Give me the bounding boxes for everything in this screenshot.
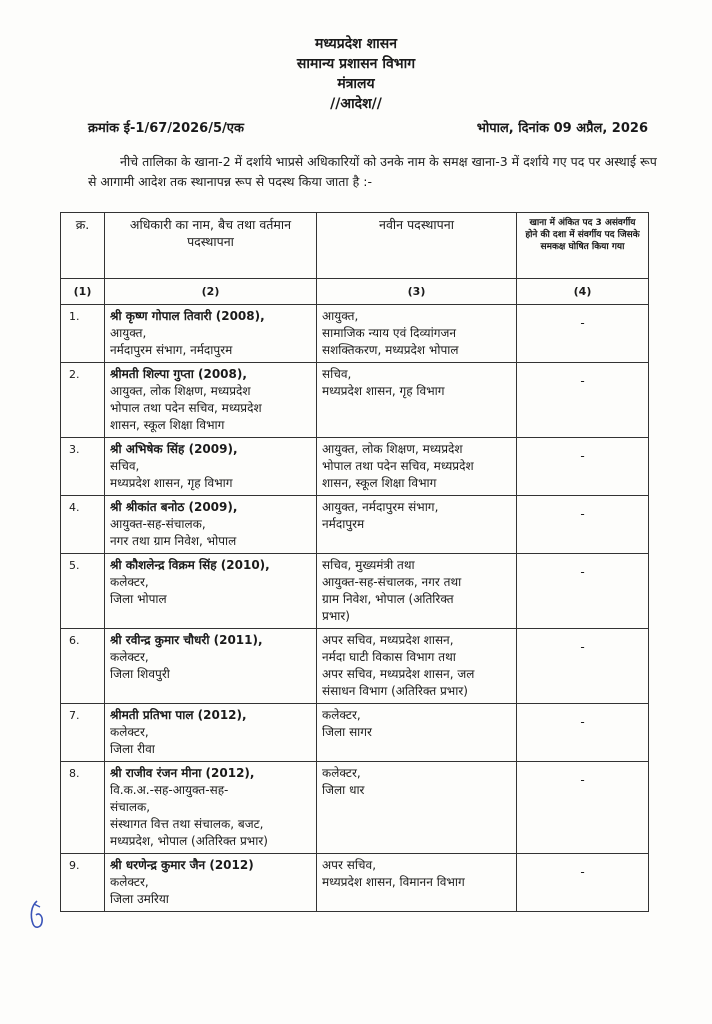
header-officer: अधिकारी का नाम, बैच तथा वर्तमान पदस्थापना xyxy=(105,213,317,279)
col-number: (1) xyxy=(61,279,105,305)
new-posting-cell xyxy=(317,363,517,438)
serial-number: 3. xyxy=(61,438,105,496)
serial-number: 7. xyxy=(61,704,105,762)
current-posting-line: कलेक्टर, xyxy=(110,725,149,739)
current-posting-line: जिला शिवपुरी xyxy=(110,667,170,681)
header-equivalent-post: खाना में अंकित पद 3 असंवर्गीय होने की दशा में संवर्गीय पद जिसके समकक्ष घोषित किया गया xyxy=(517,213,649,279)
serial-number: 1. xyxy=(61,305,105,363)
new-posting-cell xyxy=(317,554,517,629)
current-posting-line: आयुक्त, xyxy=(110,326,147,340)
current-posting-line: शासन, स्कूल शिक्षा विभाग xyxy=(110,418,225,432)
equivalent-post-cell: - xyxy=(517,363,649,438)
new-posting-line: मध्यप्रदेश शासन, विमानन विभाग xyxy=(322,875,465,889)
new-posting-line: कलेक्टर, xyxy=(322,708,361,722)
officer-cell xyxy=(105,363,317,438)
table-header-row xyxy=(61,213,649,279)
col-number: (4) xyxy=(517,279,649,305)
officer-cell xyxy=(105,762,317,854)
new-posting-line: संसाधन विभाग (अतिरिक्त प्रभार) xyxy=(322,684,468,698)
new-posting-cell xyxy=(317,305,517,363)
table-row xyxy=(61,554,649,629)
column-number-row xyxy=(61,279,649,305)
place-date: भोपाल, दिनांक 09 अप्रैल, 2026 xyxy=(476,121,648,136)
new-posting-cell xyxy=(317,629,517,704)
officer-name: श्री अभिषेक सिंह (2009), xyxy=(110,442,238,456)
new-posting-line: आयुक्त, xyxy=(322,309,359,323)
new-posting-cell xyxy=(317,704,517,762)
current-posting-line: नर्मदापुरम संभाग, नर्मदापुरम xyxy=(110,343,233,357)
new-posting-line: नर्मदापुरम xyxy=(322,517,365,531)
equivalent-post-cell: - xyxy=(517,629,649,704)
new-posting-line: कलेक्टर, xyxy=(322,766,361,780)
current-posting-line: कलेक्टर, xyxy=(110,575,149,589)
officer-cell xyxy=(105,438,317,496)
order-number: क्रमांक ई-1/67/2026/5/एक xyxy=(88,121,244,136)
current-posting-line: कलेक्टर, xyxy=(110,650,149,664)
table-row xyxy=(61,305,649,363)
new-posting-line: शासन, स्कूल शिक्षा विभाग xyxy=(322,476,437,490)
intro-paragraph: नीचे तालिका के खाना-2 में दर्शाये भाप्रसे अधिकारियों को उनके नाम के समक्ष खाना-3 में दर्शाये गए पद पर अस्थाई रूप से आगामी आदेश तक स्थानापन्न रूप से पदस्थ किया जाता है :- xyxy=(88,154,657,189)
officer-name: श्री कृष्ण गोपाल तिवारी (2008), xyxy=(110,309,265,323)
new-posting-cell xyxy=(317,438,517,496)
current-posting-line: मध्यप्रदेश, भोपाल (अतिरिक्त प्रभार) xyxy=(110,834,268,848)
serial-number: 2. xyxy=(61,363,105,438)
table-row xyxy=(61,762,649,854)
serial-number: 8. xyxy=(61,762,105,854)
new-posting-line: अपर सचिव, मध्यप्रदेश शासन, xyxy=(322,633,454,647)
table-row xyxy=(61,363,649,438)
col-number: (2) xyxy=(105,279,317,305)
new-posting-line: जिला सागर xyxy=(322,725,372,739)
new-posting-line: अपर सचिव, xyxy=(322,858,377,872)
header-line-department: सामान्य प्रशासन विभाग xyxy=(296,56,416,72)
current-posting-line: आयुक्त-सह-संचालक, xyxy=(110,517,206,531)
officer-name: श्री कौशलेन्द्र विक्रम सिंह (2010), xyxy=(110,558,270,572)
document-header xyxy=(0,34,712,114)
new-posting-cell xyxy=(317,854,517,912)
table-row xyxy=(61,704,649,762)
officer-name: श्रीमती प्रतिभा पाल (2012), xyxy=(110,708,247,722)
current-posting-line: आयुक्त, लोक शिक्षण, मध्यप्रदेश xyxy=(110,384,251,398)
equivalent-post-cell: - xyxy=(517,438,649,496)
current-posting-line: मध्यप्रदेश शासन, गृह विभाग xyxy=(110,476,233,490)
equivalent-post-cell: - xyxy=(517,305,649,363)
header-line-ministry: मंत्रालय xyxy=(337,76,375,92)
current-posting-line: वि.क.अ.-सह-आयुक्त-सह- xyxy=(110,783,229,797)
table-row xyxy=(61,496,649,554)
serial-number: 9. xyxy=(61,854,105,912)
new-posting-line: सचिव, xyxy=(322,367,352,381)
current-posting-line: जिला भोपाल xyxy=(110,592,167,606)
current-posting-line: संचालक, xyxy=(110,800,151,814)
new-posting-line: ग्राम निवेश, भोपाल (अतिरिक्त xyxy=(322,592,454,606)
postings-table xyxy=(60,212,649,912)
col-number: (3) xyxy=(317,279,517,305)
header-line-govt: मध्यप्रदेश शासन xyxy=(315,36,397,52)
officer-name: श्री धरणेन्द्र कुमार जैन (2012) xyxy=(110,858,254,872)
officer-cell xyxy=(105,704,317,762)
officer-name: श्रीमती शिल्पा गुप्ता (2008), xyxy=(110,367,247,381)
current-posting-line: कलेक्टर, xyxy=(110,875,149,889)
new-posting-line: जिला धार xyxy=(322,783,365,797)
current-posting-line: जिला रीवा xyxy=(110,742,155,756)
table-row xyxy=(61,629,649,704)
new-posting-line: अपर सचिव, मध्यप्रदेश शासन, जल xyxy=(322,667,475,681)
new-posting-line: नर्मदा घाटी विकास विभाग तथा xyxy=(322,650,456,664)
new-posting-line: सचिव, मुख्यमंत्री तथा xyxy=(322,558,415,572)
officer-name: श्री रवीन्द्र कुमार चौधरी (2011), xyxy=(110,633,263,647)
officer-name: श्री राजीव रंजन मीना (2012), xyxy=(110,766,255,780)
serial-number: 6. xyxy=(61,629,105,704)
current-posting-line: नगर तथा ग्राम निवेश, भोपाल xyxy=(110,534,237,548)
new-posting-line: प्रभार) xyxy=(322,609,350,623)
table-row xyxy=(61,438,649,496)
new-posting-line: आयुक्त, नर्मदापुरम संभाग, xyxy=(322,500,439,514)
new-posting-line: सामाजिक न्याय एवं दिव्यांगजन xyxy=(322,326,457,340)
handwritten-mark-icon xyxy=(27,898,47,932)
officer-cell xyxy=(105,305,317,363)
equivalent-post-cell: - xyxy=(517,704,649,762)
current-posting-line: जिला उमरिया xyxy=(110,892,169,906)
header-line-order: //आदेश// xyxy=(330,96,382,112)
header-serial: क्र. xyxy=(61,213,105,279)
new-posting-cell xyxy=(317,762,517,854)
new-posting-line: भोपाल तथा पदेन सचिव, मध्यप्रदेश xyxy=(322,459,474,473)
equivalent-post-cell: - xyxy=(517,854,649,912)
officer-cell xyxy=(105,854,317,912)
new-posting-line: आयुक्त, लोक शिक्षण, मध्यप्रदेश xyxy=(322,442,463,456)
officer-cell xyxy=(105,554,317,629)
serial-number: 5. xyxy=(61,554,105,629)
new-posting-line: सशक्तिकरण, मध्यप्रदेश भोपाल xyxy=(322,343,459,357)
new-posting-line: आयुक्त-सह-संचालक, नगर तथा xyxy=(322,575,462,589)
equivalent-post-cell: - xyxy=(517,496,649,554)
current-posting-line: सचिव, xyxy=(110,459,140,473)
officer-cell xyxy=(105,496,317,554)
header-new-posting: नवीन पदस्थापना xyxy=(317,213,517,279)
officer-cell xyxy=(105,629,317,704)
table-row xyxy=(61,854,649,912)
equivalent-post-cell: - xyxy=(517,762,649,854)
new-posting-cell xyxy=(317,496,517,554)
serial-number: 4. xyxy=(61,496,105,554)
new-posting-line: मध्यप्रदेश शासन, गृह विभाग xyxy=(322,384,445,398)
current-posting-line: संस्थागत वित्त तथा संचालक, बजट, xyxy=(110,817,264,831)
current-posting-line: भोपाल तथा पदेन सचिव, मध्यप्रदेश xyxy=(110,401,262,415)
equivalent-post-cell: - xyxy=(517,554,649,629)
officer-name: श्री श्रीकांत बनोठ (2009), xyxy=(110,500,238,514)
